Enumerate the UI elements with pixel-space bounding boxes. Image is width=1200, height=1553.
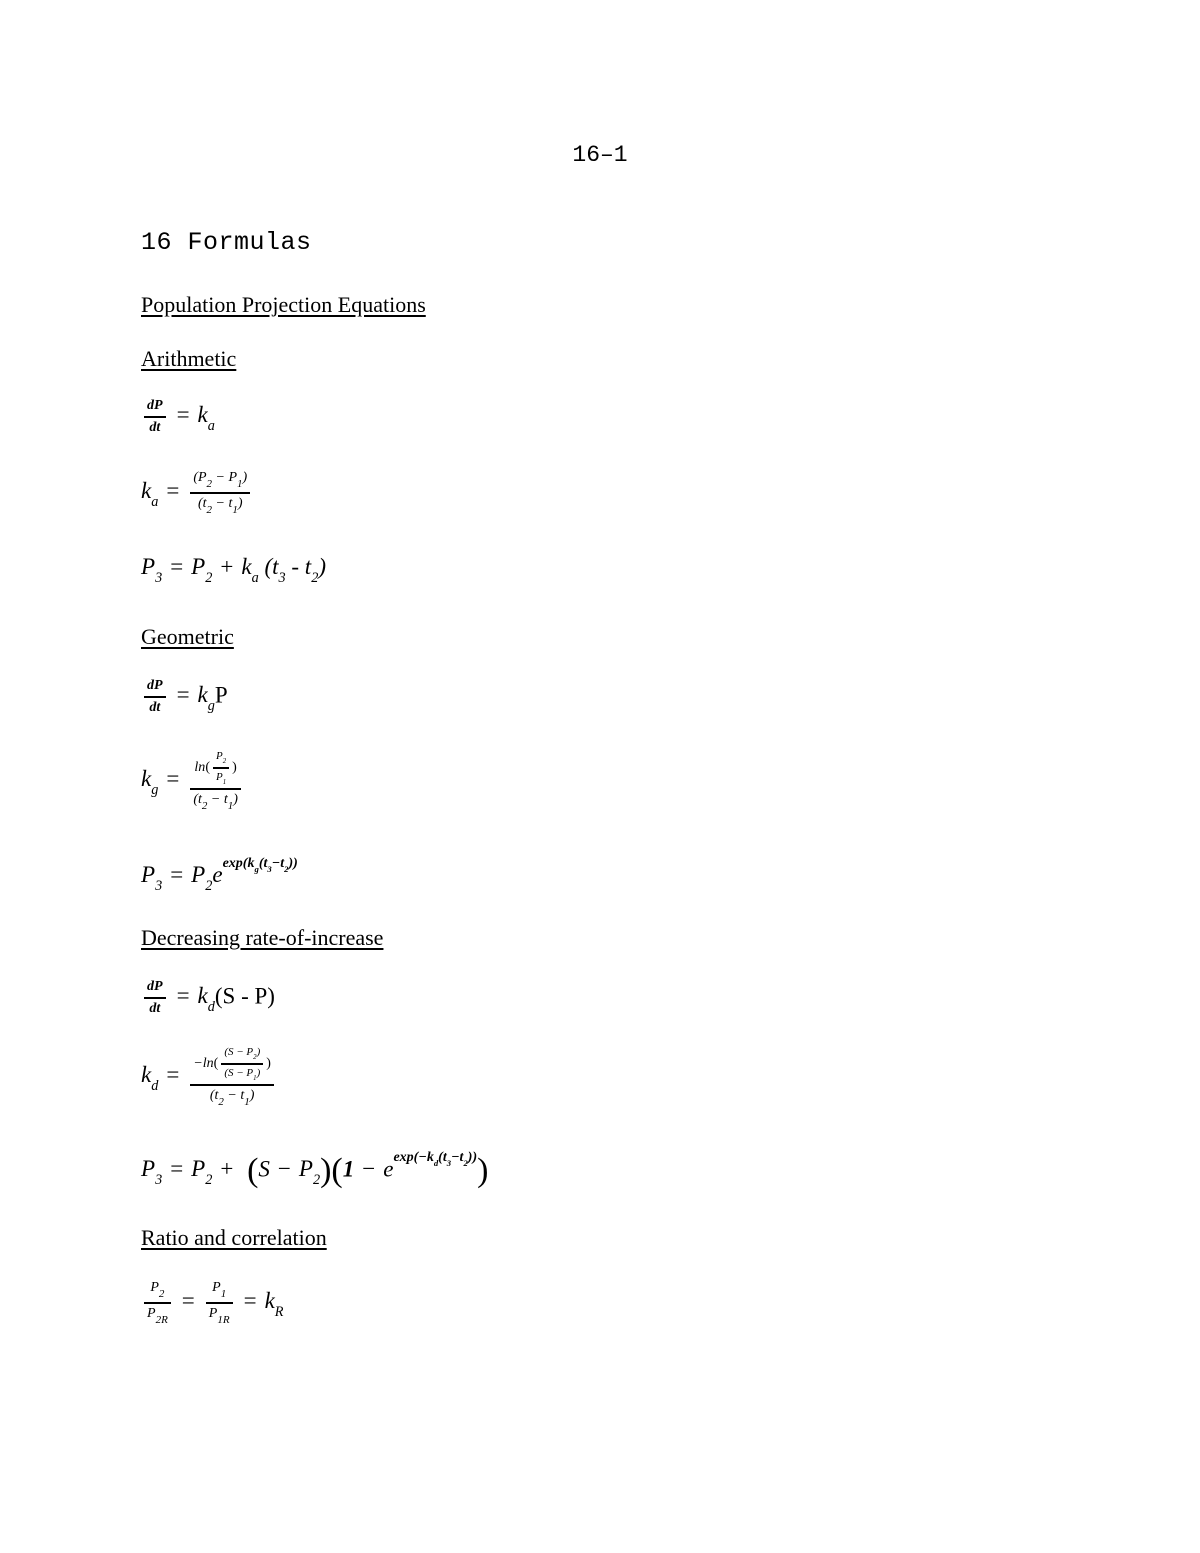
equation-geometric-constant: $k_g$ = ln( $\frac{P_2}{P_1}$ ) $(t_2 - t_1)$ (141, 750, 244, 812)
chapter-title: 16 Formulas (141, 228, 312, 257)
subsection-decreasing: Decreasing rate-of-increase (141, 925, 384, 950)
subsection-ratio: Ratio and correlation (141, 1225, 327, 1250)
page-number: 16–1 (572, 142, 628, 168)
equation-geometric-projection: $P_3 = P_2e^{exp(k_g(t_3-t_2))}$ (141, 856, 298, 895)
subsection-arithmetic: Arithmetic (141, 346, 237, 371)
equation-decreasing-projection: $P_3 = P_2 + (S - P_2)(1 - e^{exp(-k_d(t_3-t_2))})$ (141, 1150, 489, 1190)
equation-decreasing-rate: $\frac{dP}{dt}$ = $k_d(S - P)$ (141, 979, 275, 1017)
equation-ratio: $\frac{P_2}{P_{2R}}$ = $\frac{P_1}{P_{1R}}$ = $k_R$ (141, 1280, 284, 1326)
equation-arithmetic-projection: $P_3 = P_2 + k_a$ $(t_3 - t_2)$ (141, 554, 326, 586)
equation-arithmetic-constant: $k_a$ = $\frac{(P_2 - P_1)}{(t_2 - t_1)}$ (141, 470, 253, 516)
equation-arithmetic-rate: $\frac{dP}{dt}$ = $k_a$ (141, 398, 215, 436)
subsection-geometric: Geometric (141, 624, 234, 649)
section-title: Population Projection Equations (141, 292, 426, 317)
equation-geometric-rate: $\frac{dP}{dt}$ = $k_gP$ (141, 678, 228, 716)
equation-decreasing-constant: $k_d$ = −ln( $\frac{(S - P_2)}{(S - P_1)}$ ) $(t_2 - t_1)$ (141, 1046, 277, 1108)
